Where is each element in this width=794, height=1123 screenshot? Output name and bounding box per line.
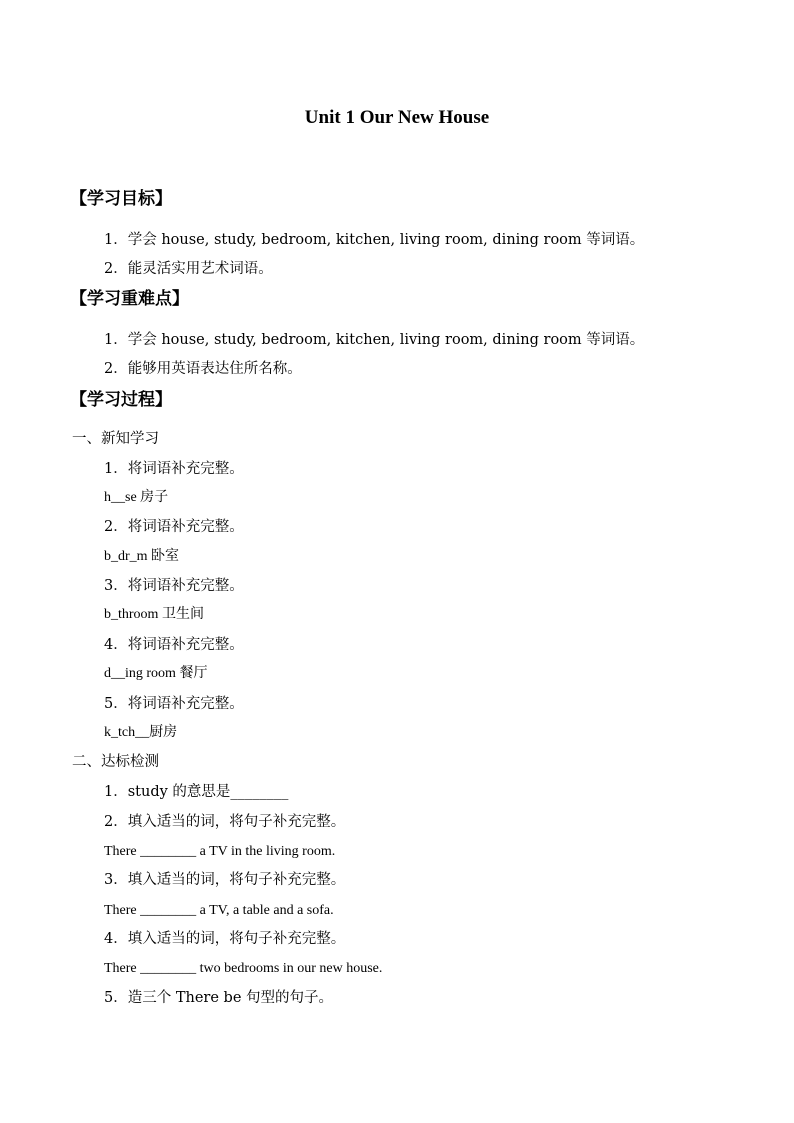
exercise-instruction: 2．将词语补充完整。	[104, 519, 244, 535]
section-heading-objectives: 【学习目标】	[70, 189, 172, 209]
key-point-item-1: 1．学会 house, study, bedroom, kitchen, living room, dining room 等词语。	[104, 332, 645, 348]
key-point-item-2: 2．能够用英语表达住所名称。	[104, 361, 302, 377]
objective-item-2: 2．能灵活实用艺术词语。	[104, 261, 273, 277]
assessment-item: 1．study 的意思是________	[104, 784, 289, 800]
exercise-instruction: 4．将词语补充完整。	[104, 637, 244, 653]
exercise-instruction: 5．将词语补充完整。	[104, 696, 244, 712]
exercise-word: b_dr_m 卧室	[104, 549, 180, 564]
assessment-sentence: There ________ two bedrooms in our new house.	[104, 961, 383, 976]
assessment-instruction: 4．填入适当的词，将句子补充完整。	[104, 931, 346, 947]
assessment-item: 5．造三个 There be 句型的句子。	[104, 990, 334, 1006]
assessment-instruction: 3．填入适当的词，将句子补充完整。	[104, 872, 346, 888]
part-title-new-learning: 一、新知学习	[72, 431, 159, 447]
exercise-word: k_tch__厨房	[104, 725, 178, 740]
objective-item-1: 1．学会 house, study, bedroom, kitchen, living room, dining room 等词语。	[104, 232, 645, 248]
exercise-word: h__se 房子	[104, 490, 169, 505]
exercise-word: b_throom 卫生间	[104, 607, 204, 622]
exercise-instruction: 1．将词语补充完整。	[104, 461, 244, 477]
page-title: Unit 1 Our New House	[304, 107, 490, 128]
section-heading-process: 【学习过程】	[70, 390, 172, 410]
section-heading-key-points: 【学习重难点】	[70, 289, 189, 309]
assessment-instruction: 2．填入适当的词，将句子补充完整。	[104, 814, 346, 830]
part-title-assessment: 二、达标检测	[72, 754, 159, 770]
assessment-sentence: There ________ a TV in the living room.	[104, 844, 336, 859]
assessment-sentence: There ________ a TV, a table and a sofa.	[104, 903, 334, 918]
exercise-word: d__ing room 餐厅	[104, 666, 208, 681]
exercise-instruction: 3．将词语补充完整。	[104, 578, 244, 594]
